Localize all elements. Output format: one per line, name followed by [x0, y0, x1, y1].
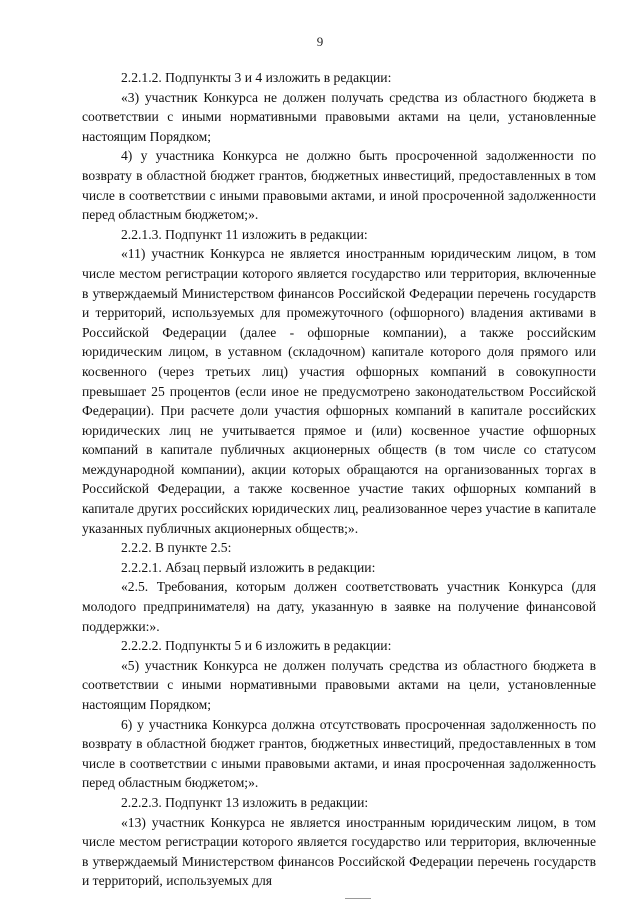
paragraph-subitem-11: «11) участник Конкурса не является иностранным юридическим лицом, в том числе местом регистрации которого является государство или территория, включенные в утверждаемый Министерством финансов Российской Федерации перечень государств и территорий, используемых для промежуточного (офшорного) владения активами в Российской Федерации (далее - офшорные компании), а также российским юридическим лицом, в уставном (складочном) капитале которого доля прямого или косвенного (через третьих лиц) участия офшорных компаний в совокупности превышает 25 процентов (если иное не предусмотрено законодательством Российской Федерации). При расчете доли участия офшорных компаний в капитале российских юридических лиц не учитывается прямое и (или) косвенное участие офшорных компаний в капитале публичных акционерных обществ (в том числе со статусом международной компании), акции которых обращаются на организованных торгах в Российской Федерации, а также косвенное участие таких офшорных компаний в капитале других российских юридических лиц, реализованное через участие в капитале указанных публичных акционерных обществ;». [82, 246, 596, 536]
paragraph-subitem-6: 6) у участника Конкурса должна отсутствовать просроченная задолженность по возврату в областной бюджет грантов, бюджетных инвестиций, предоставленных в том числе в соответствии с иными правовыми актами, и иная просроченная задолженность перед областным бюджетом;». [82, 716, 596, 791]
paragraph-item-2-5: «2.5. Требования, которым должен соответствовать участник Конкурса (для молодого предпринимателя) на дату, указанную в заявке на получение финансовой поддержки:». [82, 579, 596, 634]
section-heading-2-2-2-3: 2.2.2.3. Подпункт 13 изложить в редакции: [121, 794, 369, 810]
section-heading-2-2-2-2: 2.2.2.2. Подпункты 5 и 6 изложить в редакции: [121, 638, 392, 654]
section-heading-2-2-1-2: 2.2.1.2. Подпункты 3 и 4 изложить в редакции: [121, 70, 392, 85]
paragraph-subitem-3: «3) участник Конкурса не должен получать средства из областного бюджета в соответствии с иными нормативными правовыми актами на цели, установленные настоящим Порядком; [82, 89, 596, 144]
page-number: 9 [316, 34, 324, 49]
footer-divider [345, 898, 371, 899]
document-body [82, 68, 596, 891]
paragraph-subitem-5: «5) участник Конкурса не должен получать средства из областного бюджета в соответствии с иными нормативными правовыми актами на цели, установленные настоящим Порядком; [82, 657, 596, 712]
section-heading-2-2-1-3: 2.2.1.3. Подпункт 11 изложить в редакции: [121, 226, 368, 242]
paragraph-subitem-13: «13) участник Конкурса не является иностранным юридическим лицом, в том числе местом регистрации которого является государство или территория, включенные в утверждаемый Министерством финансов Российской Федерации перечень государств и территорий, используемых для [82, 814, 596, 889]
section-heading-2-2-2-1: 2.2.2.1. Абзац первый изложить в редакции: [121, 559, 376, 575]
section-heading-2-2-2: 2.2.2. В пункте 2.5: [121, 540, 232, 556]
paragraph-subitem-4: 4) у участника Конкурса не должно быть просроченной задолженности по возврату в областной бюджет грантов, бюджетных инвестиций, предоставленных в том числе в соответствии с иными правовыми актами, и иной просроченной задолженности перед областным бюджетом;». [82, 148, 596, 223]
